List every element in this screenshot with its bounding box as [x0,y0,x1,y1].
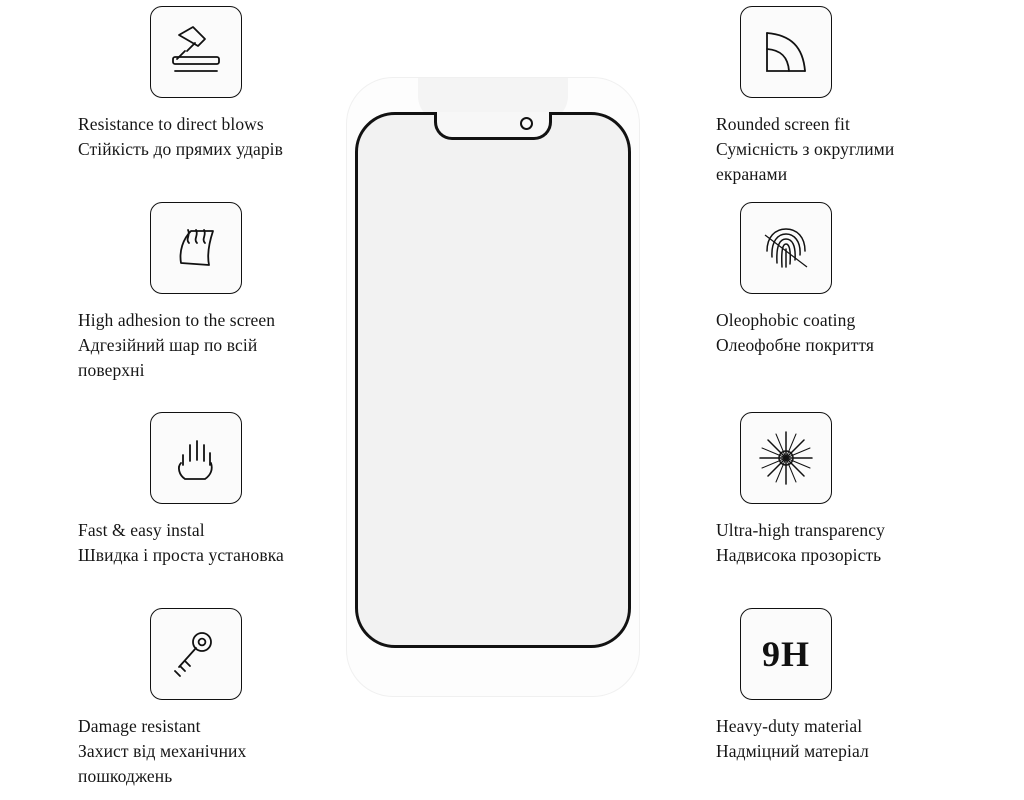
features-column-right [716,0,1024,800]
hardness-9h-icon [740,608,832,700]
feature-item-resistance-to-blows [78,6,378,162]
feature-caption [716,112,1016,187]
caption-line-uk: Сумісність з округлими [716,139,895,159]
hardness-9h-label: 9H [761,634,810,674]
caption-line-en: Oleophobic coating [716,310,856,330]
feature-item-high-adhesion [78,202,378,383]
caption-line-uk-2: екранами [716,164,788,184]
feature-item-heavy-duty [716,608,1016,764]
features-column-left [78,0,388,800]
phone-screen-protector-illustration [347,78,639,696]
feature-caption [78,518,378,568]
transparency-burst-icon [740,412,832,504]
caption-line-uk-2: поверхні [78,360,145,380]
caption-line-uk: Надміцний матеріал [716,741,869,761]
caption-line-en: Resistance to direct blows [78,114,264,134]
feature-caption [716,308,1016,358]
feature-caption [716,714,1016,764]
caption-line-uk: Швидка і проста установка [78,545,284,565]
caption-line-uk: Захист від механічних [78,741,247,761]
phone-notch [434,112,552,140]
rounded-corner-icon [740,6,832,98]
caption-line-en: Damage resistant [78,716,201,736]
caption-line-uk: Стійкість до прямих ударів [78,139,284,159]
feature-caption [78,112,378,162]
feature-item-damage-resistant [78,608,378,789]
caption-line-en: Ultra-high transparency [716,520,885,540]
feature-caption [716,518,1016,568]
caption-line-en: Rounded screen fit [716,114,850,134]
feature-item-transparency [716,412,1016,568]
hand-install-icon [150,412,242,504]
caption-line-en: High adhesion to the screen [78,310,276,330]
hammer-impact-icon [150,6,242,98]
adhesion-film-icon [150,202,242,294]
caption-line-uk: Адгезійний шар по всій [78,335,258,355]
caption-line-uk: Олеофобне покриття [716,335,875,355]
caption-line-uk: Надвисока прозорість [716,545,882,565]
feature-item-oleophobic-coating [716,202,1016,358]
caption-line-en: Fast & easy instal [78,520,205,540]
feature-item-easy-install [78,412,378,568]
feature-item-rounded-fit [716,6,1016,187]
fingerprint-icon [740,202,832,294]
phone-body [355,112,631,648]
caption-line-en: Heavy-duty material [716,716,863,736]
caption-line-uk-2: пошкоджень [78,766,173,786]
feature-caption [78,308,378,383]
key-scratch-icon [150,608,242,700]
feature-caption [78,714,378,789]
